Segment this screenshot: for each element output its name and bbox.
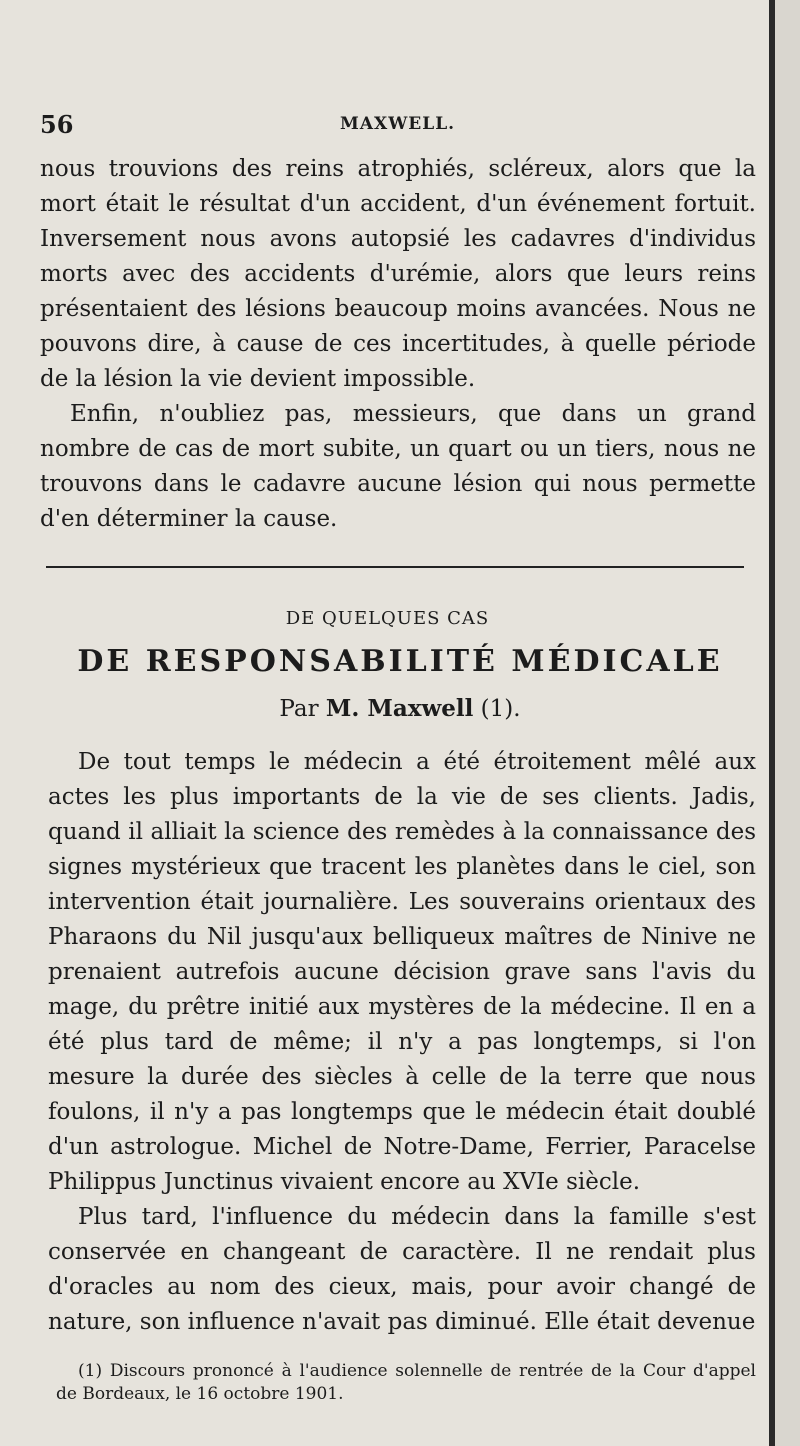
article-body bbox=[48, 745, 756, 1340]
article-kicker: DE QUELQUES CAS bbox=[285, 608, 490, 629]
byline-prefix: Par bbox=[279, 696, 319, 722]
article-title: DE RESPONSABILITÉ MÉDICALE bbox=[77, 644, 723, 679]
paragraph: Plus tard, l'influence du médecin dans la famille s'est conservée en changeant de caractère. Il ne rendait plus d'oracles au nom des cieux, mais, pour avoir changé de nature, son influence n'avait pas diminué. Elle était devenue bbox=[48, 1204, 756, 1335]
section-divider bbox=[46, 566, 744, 568]
footnote-text: (1) Discours prononcé à l'audience solennelle de rentrée de la Cour d'appel de Bordeaux, le 16 octobre 1901. bbox=[56, 1361, 756, 1404]
page-header bbox=[40, 108, 740, 142]
footnote bbox=[56, 1360, 756, 1406]
paragraph: nous trouvions des reins atrophiés, scléreux, alors que la mort était le résultat d'un accident, d'un événement fortuit. Inversement nous avons autopsié les cadavres d'individus morts avec des accidents d'urémie, alors que leurs reins présentaient des lésions beaucoup moins avancées. Nous ne pouvons dire, à cause de ces incertitudes, à quelle période de la lésion la vie devient impossible. bbox=[40, 156, 756, 392]
previous-article-text bbox=[40, 152, 756, 537]
paragraph: De tout temps le médecin a été étroitement mêlé aux actes les plus importants de la vie de ses clients. Jadis, quand il alliait la science des remèdes à la connaissance des signes mystérieux que tracent les planètes dans le ciel, son intervention était journalière. Les souverains orientaux des Pharaons du Nil jusqu'aux belliqueux maîtres de Ninive ne prenaient autrefois aucune décision grave sans l'avis du mage, du prêtre initié aux mystères de la médecine. Il en a été plus tard de même; il n'y a pas longtemps, si l'on mesure la durée des siècles à celle de la terre que nous foulons, il n'y a pas longtemps que le médecin était doublé d'un astrologue. Michel de Notre-Dame, Ferrier, Paracelse Philippus Junctinus vivaient encore au XVIe siècle. bbox=[48, 749, 756, 1195]
byline-author: M. Maxwell bbox=[325, 695, 474, 722]
paragraph: Enfin, n'oubliez pas, messieurs, que dans un grand nombre de cas de mort subite, un quart ou un tiers, nous ne trouvons dans le cadavre aucune lésion qui nous permette d'en déterminer la cause. bbox=[40, 401, 756, 532]
page-number: 56 bbox=[40, 110, 74, 139]
article-byline bbox=[0, 695, 800, 722]
running-head: MAXWELL. bbox=[340, 114, 456, 134]
footnote-marker: (1). bbox=[480, 696, 521, 722]
